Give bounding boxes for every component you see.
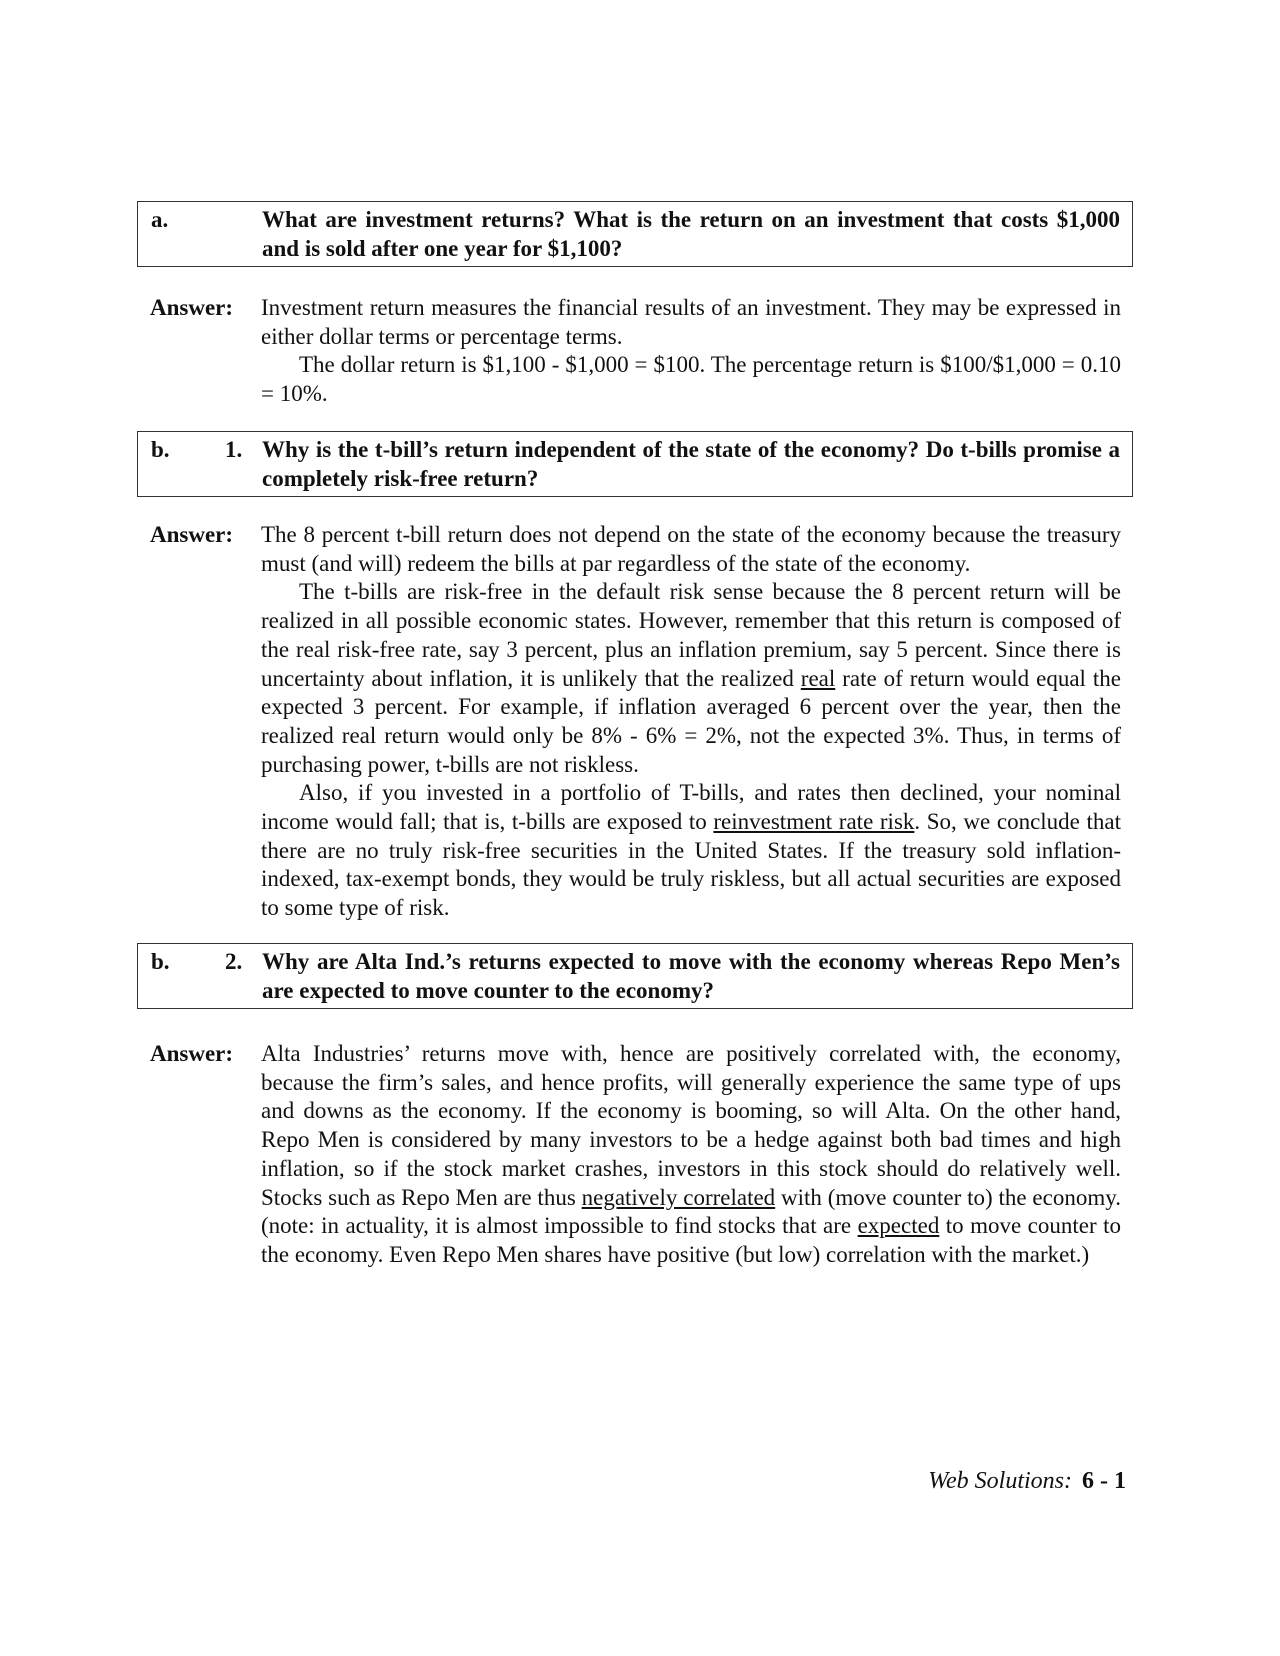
text-run: The t-bills are risk-free in the default risk sense because the 8 percent return will be realized in all possible economic states. However, remember that this return is composed of the real risk-free rate, say 3 percent, plus an inflation premium, say 5 percent. Since there is uncertainty about inflation, it is unlikely that the realized: [261, 579, 1121, 691]
answer-paragraph: [261, 294, 1121, 351]
text-run: to move counter to the economy. Even Repo Men shares have positive (but low) correlation with the market.): [261, 1213, 1121, 1267]
question-number: 1.: [225, 437, 243, 462]
question-text: What are investment returns? What is the return on an investment that costs $1,000 and is sold after one year for $1,100?: [262, 207, 1120, 261]
footer-page-number: 6 - 1: [1082, 1468, 1126, 1494]
text-run: The dollar return is $1,100 - $1,000 = $100. The percentage return is $100/$1,000 = 0.10 = 10%.: [261, 352, 1121, 407]
text-run: . So, we conclude that there are no truly risk-free securities in the United States. If the treasury sold inflation-indexed, tax-exempt bonds, they would be truly riskless, but all actual securities are exposed to some type of risk.: [261, 809, 1121, 921]
underlined-term: reinvestment rate risk: [713, 809, 915, 835]
question-letter: b.: [151, 949, 170, 974]
question-box-a: [137, 201, 1133, 267]
page-footer: [928, 1466, 1126, 1496]
question-text: Why is the t-bill’s return independent of the state of the economy? Do t-bills promise a completely risk-free return?: [262, 437, 1120, 491]
underlined-term: real: [800, 665, 836, 691]
answer-block-a: [150, 294, 1121, 409]
answer-body: [261, 521, 1121, 923]
question-letter: a.: [151, 207, 169, 232]
footer-title: Web Solutions:: [928, 1468, 1072, 1494]
text-run: rate of return would equal the expected 3 percent. For example, if inflation averaged 6 percent over the year, then the realized real return would only be 8% - 6% = 2%, not the expected 3%. Thus, in terms of purchasing power, t-bills are not riskless.: [261, 665, 1122, 777]
question-box-b2: [137, 943, 1133, 1009]
text-run: Investment return measures the financial results of an investment. They may be expressed in either dollar terms or percentage terms.: [261, 295, 1121, 349]
answer-paragraph: [261, 779, 1121, 923]
answer-block-b1: [150, 521, 1121, 923]
answer-label: Answer:: [150, 522, 234, 547]
answer-paragraph: [261, 1040, 1121, 1270]
underlined-term: expected: [857, 1213, 940, 1239]
answer-body: [261, 1040, 1121, 1270]
question-letter: b.: [151, 437, 170, 462]
question-number: 2.: [225, 949, 243, 974]
answer-label: Answer:: [150, 295, 234, 320]
underlined-term: negatively correlated: [581, 1184, 776, 1210]
text-run: Alta Industries’ returns move with, hence are positively correlated with, the economy, because the firm’s sales, and hence profits, will generally experience the same type of ups and downs as the economy. If the economy is booming, so will Alta. On the other hand, Repo Men is considered by many investors to be a hedge against both bad times and high inflation, so if the stock market crashes, investors in this stock should do relatively well. Stocks such as Repo Men are thus: [261, 1041, 1121, 1210]
question-text: Why are Alta Ind.’s returns expected to move with the economy whereas Repo Men’s are expected to move counter to the economy?: [262, 949, 1120, 1003]
answer-paragraph: [261, 578, 1121, 779]
text-run: The 8 percent t-bill return does not depend on the state of the economy because the treasury must (and will) redeem the bills at par regardless of the state of the economy.: [261, 522, 1121, 576]
answer-paragraph: [261, 351, 1121, 408]
answer-label: Answer:: [150, 1041, 234, 1066]
text-run: with (move counter to) the economy. (note: in actuality, it is almost impossible to find stocks that are: [261, 1184, 1121, 1239]
answer-paragraph: [261, 521, 1121, 578]
text-run: Also, if you invested in a portfolio of T-bills, and rates then declined, your nominal income would fall; that is, t-bills are exposed to: [261, 780, 1121, 835]
answer-body: [261, 294, 1121, 409]
answer-block-b2: [150, 1040, 1121, 1270]
question-box-b1: [137, 431, 1133, 497]
